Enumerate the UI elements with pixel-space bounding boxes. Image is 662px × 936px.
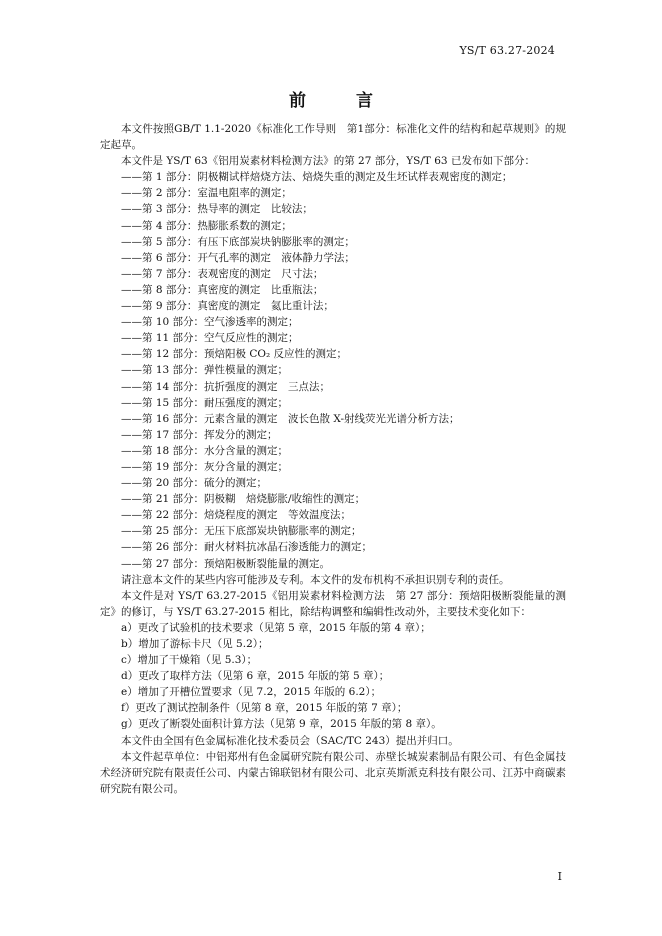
parts-list-item: ——第 9 部分：真密度的测定 氦比重计法； [121, 300, 334, 313]
intro-paragraph-1: 本文件按照GB/T 1.1-2020《标准化工作导则 第1部分：标准化文件的结构和起草规则》的规定起草。 [100, 123, 566, 152]
intro-paragraph-2: 本文件是 YS/T 63《铝用炭素材料检测方法》的第 27 部分，YS/T 63 已发布如下部分： [121, 155, 535, 168]
parts-list-item: ——第 11 部分：空气反应性的测定； [121, 332, 299, 345]
parts-list-item: ——第 10 部分：空气渗透率的测定； [121, 316, 299, 329]
parts-list-item: ——第 20 部分：硫分的测定； [121, 477, 268, 490]
changes-list-item: c）增加了干燥箱（见 5.3）； [121, 654, 258, 667]
page-number: I [557, 870, 562, 883]
parts-list-item: ——第 2 部分：室温电阻率的测定； [121, 187, 292, 200]
page-title: 前 言 [289, 91, 395, 111]
drafting-units: 本文件起草单位：中铝郑州有色金属研究院有限公司、赤壁长城炭素制品有限公司、有色金属技术经济研究院有限责任公司、内蒙古锦联铝材有限公司、北京英斯派克科技有限公司、江苏中商碳素研究院有限公司。 [100, 750, 566, 795]
patent-note: 请注意本文件的某些内容可能涉及专利。本文件的发布机构不承担识别专利的责任。 [121, 573, 510, 586]
parts-list-item: ——第 17 部分：挥发分的测定； [121, 428, 278, 441]
changes-list-item: e）增加了开槽位置要求（见 7.2，2015 年版的 6.2）； [121, 686, 382, 699]
changes-list-item: a）更改了试验机的技术要求（见第 5 章，2015 年版的第 4 章）； [121, 621, 431, 634]
revision-statement: 本文件是对 YS/T 63.27-2015《铝用炭素材料检测方法 第 27 部分：预焙阳极断裂能量的测定》的修订，与 YS/T 63.27-2015 相比，除结构调整和编辑性改动外，主要技术变化如下： [100, 589, 566, 618]
parts-list-item: ——第 19 部分：灰分含量的测定； [121, 460, 289, 473]
proposal-statement: 本文件由全国有色金属标准化技术委员会（SAC/TC 243）提出并归口。 [121, 734, 459, 747]
parts-list-item: ——第 22 部分：焙烧程度的测定 等效温度法； [121, 509, 352, 522]
parts-list-item: ——第 27 部分：预焙阳极断裂能量的测定。 [121, 557, 331, 570]
parts-list-item: ——第 4 部分：热膨胀系数的测定； [121, 219, 292, 232]
parts-list-item: ——第 15 部分：耐压强度的测定； [121, 396, 289, 409]
parts-list-item: ——第 13 部分：弹性模量的测定； [121, 364, 289, 377]
parts-list-item: ——第 16 部分：元素含量的测定 波长色散 X-射线荧光光谱分析方法； [121, 412, 460, 425]
parts-list [100, 169, 566, 571]
foreword-body [100, 121, 566, 797]
standard-code: YS/T 63.27-2024 [459, 44, 555, 57]
changes-list [100, 620, 566, 733]
parts-list-item: ——第 14 部分：抗折强度的测定 三点法； [121, 380, 331, 393]
changes-list-item: b）增加了游标卡尺（见 5.2）； [121, 638, 269, 650]
changes-list-item: f）更改了测试控制条件（见第 8 章，2015 年版的第 7 章）； [121, 702, 408, 715]
changes-list-item: g）更改了断裂处面积计算方法（见第 9 章，2015 年版的第 8 章）。 [121, 718, 442, 731]
parts-list-item: ——第 5 部分：有压下底部炭块钠膨胀率的测定； [121, 235, 355, 248]
parts-list-item: ——第 1 部分：阴极糊试样焙烧方法、焙烧失重的测定及生坯试样表观密度的测定； [121, 171, 513, 184]
parts-list-item: ——第 8 部分：真密度的测定 比重瓶法； [121, 283, 324, 296]
parts-list-item: ——第 25 部分：无压下底部炭块钠膨胀率的测定； [121, 525, 362, 538]
parts-list-item: ——第 21 部分：阴极糊 焙烧膨胀/收缩性的测定； [121, 493, 366, 506]
changes-list-item: d）更改了取样方法（见第 6 章，2015 年版的第 5 章）； [121, 670, 390, 683]
parts-list-item: ——第 12 部分：预焙阳极 CO₂ 反应性的测定； [121, 348, 348, 361]
parts-list-item: ——第 18 部分：水分含量的测定； [121, 444, 289, 457]
parts-list-item: ——第 3 部分：热导率的测定 比较法； [121, 203, 313, 216]
parts-list-item: ——第 7 部分：表观密度的测定 尺寸法； [121, 267, 324, 280]
parts-list-item: ——第 6 部分：开气孔率的测定 液体静力学法； [121, 251, 355, 264]
parts-list-item: ——第 26 部分：耐火材料抗冰晶石渗透能力的测定； [121, 541, 373, 554]
